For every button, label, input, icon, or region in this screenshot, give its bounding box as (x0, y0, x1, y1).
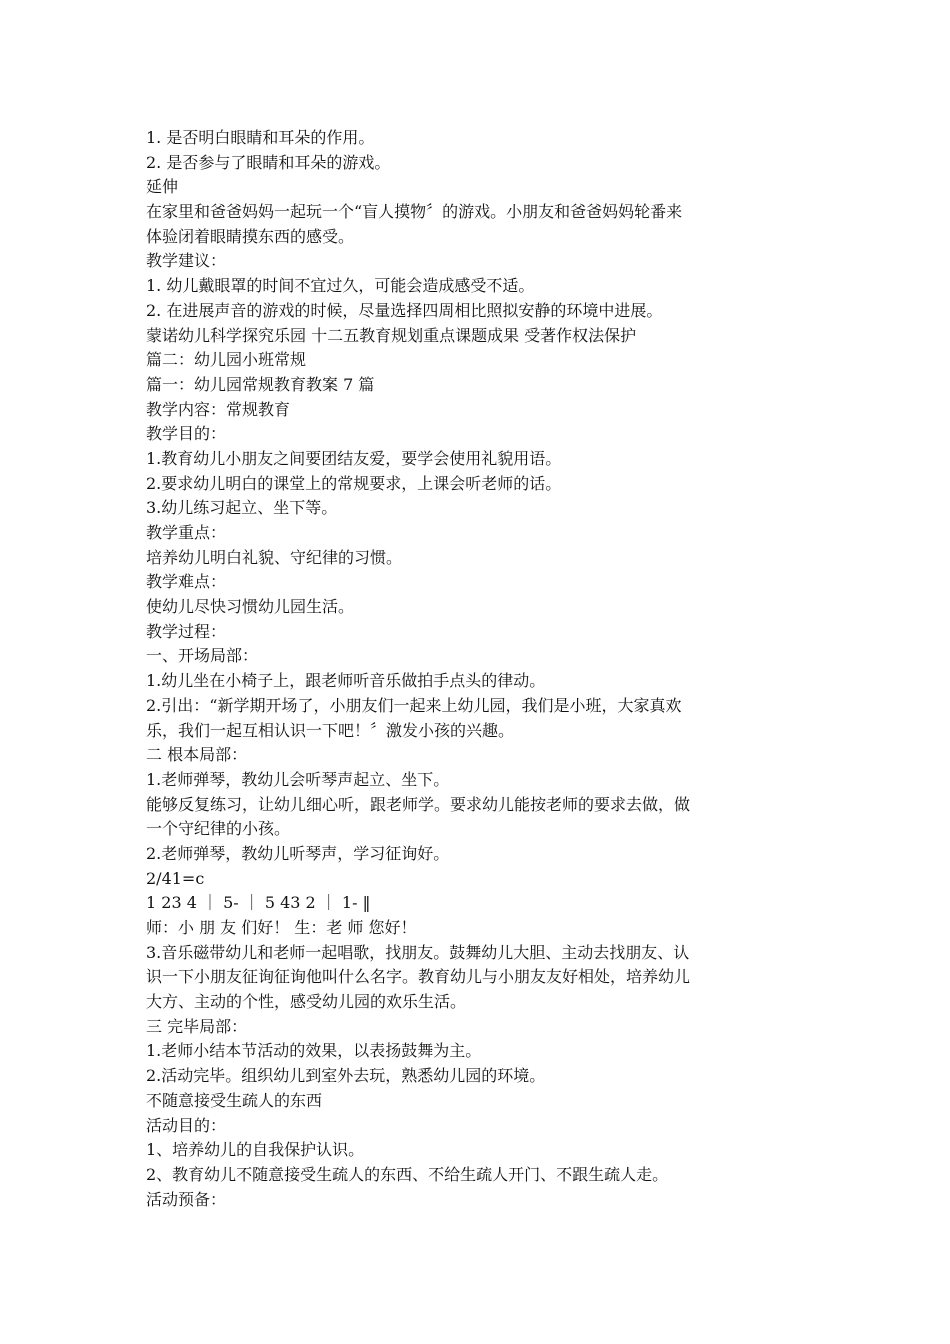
text-line: 1.幼儿坐在小椅子上，跟老师听音乐做拍手点头的律动。 (146, 671, 546, 691)
text-line: 3.音乐磁带幼儿和老师一起唱歌，找朋友。鼓舞幼儿大胆、主动去找朋友、认 (146, 942, 690, 962)
text-line: 不随意接受生疏人的东西 (146, 1090, 323, 1110)
text-line: 师：小 朋 友 们好！ 生：老 师 您好！ (146, 918, 417, 937)
text-line: 2. 是否参与了眼睛和耳朵的游戏。 (146, 152, 391, 172)
text-line: 识一下小朋友征询征询他叫什么名字。教育幼儿与小朋友友好相处，培养幼儿 (146, 967, 691, 987)
text-line: 教学重点： (146, 523, 227, 542)
text-line: 教学内容：常规教育 (146, 399, 291, 419)
text-line: 2.活动完毕。组织幼儿到室外去玩，熟悉幼儿园的环境。 (146, 1066, 546, 1086)
text-line: 篇一：幼儿园常规教育教案 7 篇 (146, 374, 375, 394)
text-line: 教学建议： (146, 251, 227, 271)
text-line: 1. 是否明白眼睛和耳朵的作用。 (146, 128, 375, 147)
text-line: 2/41=c (146, 868, 205, 888)
text-line: 使幼儿尽快习惯幼儿园生活。 (146, 597, 355, 617)
text-line: 2.引出：“新学期开场了，小朋友们一起来上幼儿园，我们是小班，大家真欢 (146, 695, 682, 715)
text-line: 2.老师弹琴，教幼儿听琴声，学习征询好。 (146, 843, 450, 863)
text-line: 篇二：幼儿园小班常规 (146, 350, 307, 370)
text-line: 2、教育幼儿不随意接受生疏人的东西、不给生疏人开门、不跟生疏人走。 (146, 1164, 669, 1184)
text-line: 2. 在进展声音的游戏的时候，尽量选择四周相比照拟安静的环境中进展。 (146, 300, 663, 320)
text-line: 2.要求幼儿明白的课堂上的常规要求，上课会听老师的话。 (146, 473, 562, 493)
text-line: 在家里和爸爸妈妈一起玩一个“盲人摸物〞的游戏。小朋友和爸爸妈妈轮番来 (146, 202, 683, 222)
text-line: 活动预备： (146, 1189, 227, 1209)
text-line: 蒙诺幼儿科学探究乐园 十二五教育规划重点课题成果 受著作权法保护 (146, 325, 637, 345)
text-line: 教学过程： (146, 621, 227, 641)
text-line: 1.老师弹琴，教幼儿会听琴声起立、坐下。 (146, 769, 450, 789)
text-line: 大方、主动的个性，感受幼儿园的欢乐生活。 (146, 992, 467, 1012)
text-line: 能够反复练习，让幼儿细心听，跟老师学。要求幼儿能按老师的要求去做，做 (146, 794, 691, 814)
text-line: 体验闭着眼睛摸东西的感受。 (146, 226, 355, 246)
text-line: 三 完毕局部： (146, 1016, 248, 1036)
text-line: 乐，我们一起互相认识一下吧！〞激发小孩的兴趣。 (146, 720, 515, 740)
text-line: 一、开场局部： (146, 646, 259, 666)
text-line: 教学难点： (146, 572, 227, 592)
text-line: 延伸 (146, 177, 179, 197)
text-line: 1.老师小结本节活动的效果，以表扬鼓舞为主。 (146, 1041, 482, 1061)
text-line: 培养幼儿明白礼貌、守纪律的习惯。 (146, 547, 403, 567)
document-body (146, 126, 806, 1212)
text-line: 教学目的： (146, 424, 227, 444)
text-line: 1、培养幼儿的自我保护认识。 (146, 1140, 365, 1160)
text-line: 二 根本局部： (146, 745, 248, 765)
text-line: 一个守纪律的小孩。 (146, 819, 291, 839)
text-line: 3.幼儿练习起立、坐下等。 (146, 498, 338, 518)
text-line: 活动目的： (146, 1115, 227, 1135)
text-line: 1.教育幼儿小朋友之间要团结友爱，要学会使用礼貌用语。 (146, 448, 562, 468)
text-line: 1. 幼儿戴眼罩的时间不宜过久，可能会造成感受不适。 (146, 276, 535, 296)
text-line: 1 23 4 ｜ 5- ｜ 5 43 2 ｜ 1- ‖ (146, 893, 371, 913)
